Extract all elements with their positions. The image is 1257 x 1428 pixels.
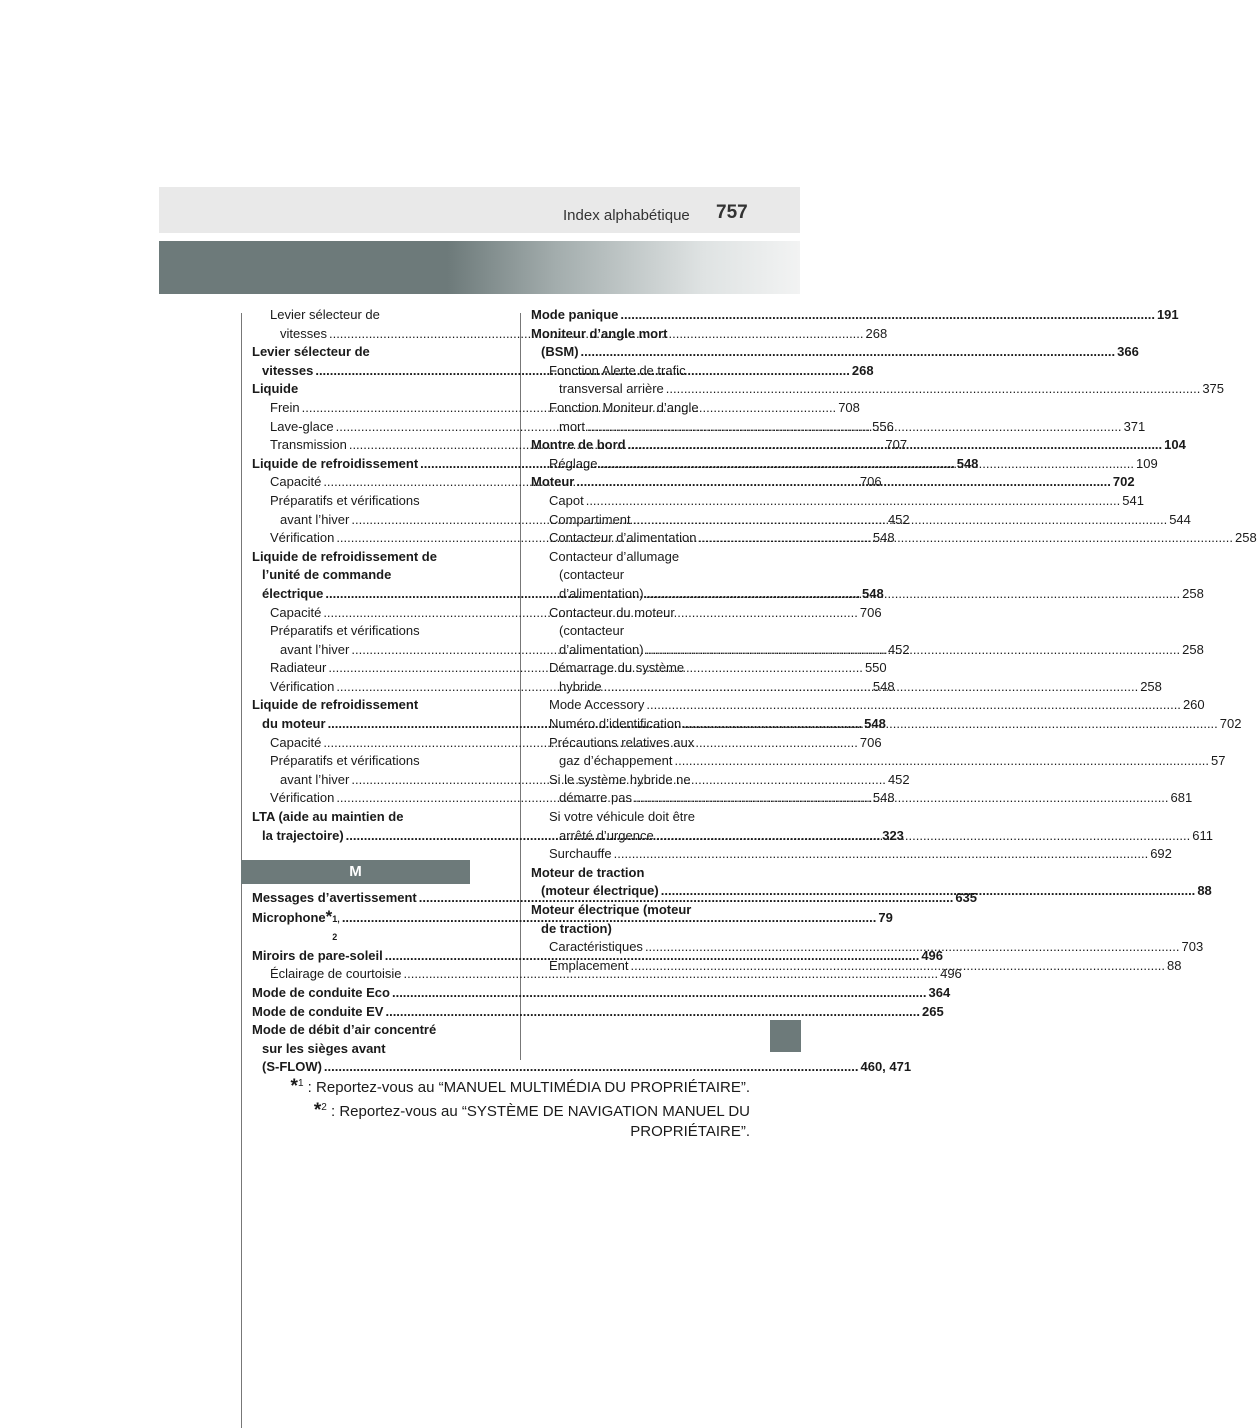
index-entry-page: 556 <box>872 418 894 434</box>
index-entry-label: Vérification <box>270 790 335 806</box>
index-entry-page: 88 <box>1167 957 1182 973</box>
index-entry <box>531 845 1172 864</box>
leader-dots <box>674 753 1209 768</box>
index-entry-label: transversal arrière <box>559 381 664 397</box>
leader-dots <box>620 306 1155 325</box>
index-entry-page: 371 <box>1123 418 1146 434</box>
index-entry-page: 706 <box>859 604 882 620</box>
index-entry-label: sur les sièges avant <box>262 1040 386 1056</box>
index-entry-label: Liquide de refroidissement <box>252 697 419 713</box>
index-entry-label: (S-FLOW) <box>262 1059 322 1075</box>
index-entry-label: Éclairage de courtoisie <box>270 966 402 982</box>
index-entry-page: 611 <box>1192 827 1213 843</box>
leader-dots <box>645 938 1180 957</box>
index-entry-label: Levier sélecteur de <box>252 344 370 360</box>
index-entry-label: LTA (aide au maintien de <box>252 809 404 825</box>
leader-dots <box>683 715 1218 734</box>
index-entry-page: 452 <box>887 771 910 787</box>
leader-dots <box>646 586 1181 601</box>
index-entry <box>252 984 951 1003</box>
index-entry-label: (contacteur <box>559 567 625 583</box>
index-entry-page: 452 <box>887 641 910 657</box>
index-entry-page: 265 <box>922 1003 944 1019</box>
index-entry-page: 323 <box>882 827 904 843</box>
leader-dots <box>581 344 1116 359</box>
index-entry-label: Montre de bord <box>531 437 626 453</box>
index-entry-page: 191 <box>1156 307 1179 322</box>
index-entry-label: Moteur de traction <box>531 864 645 880</box>
index-entry-page: 366 <box>1117 344 1139 360</box>
leader-dots <box>324 1059 859 1074</box>
leader-dots <box>646 696 1181 715</box>
leader-dots <box>392 984 927 1003</box>
index-entry-page: 706 <box>859 734 882 750</box>
header-gradient-bar <box>159 241 800 294</box>
index-entry-page: 258 <box>1140 678 1162 694</box>
index-entry-label: avant l’hiver <box>280 771 350 787</box>
index-entry-label: Contacteur d’allumage <box>549 548 680 564</box>
index-entry-label: Lave-glace <box>270 418 334 434</box>
index-entry-label: Compartiment <box>549 511 631 527</box>
index-entry-page: 258 <box>1182 641 1204 657</box>
index-entry-label: Moniteur d’angle mort <box>531 325 668 341</box>
index-entry-label: Si le système hybride ne <box>549 771 691 787</box>
index-entry-label: l’unité de commande <box>262 567 392 583</box>
leader-dots <box>646 642 1181 657</box>
index-entry-page: 702 <box>1219 716 1242 732</box>
index-entry-label: Fonction Alerte de trafic <box>549 362 686 378</box>
index-entry-page: 541 <box>1122 492 1144 508</box>
index-entry-page: 702 <box>1112 474 1135 490</box>
index-entry-label: (moteur électrique) <box>541 883 659 899</box>
index-entry-label: Capacité <box>270 604 322 620</box>
index-entry-label: Transmission <box>270 437 347 453</box>
index-entry-label: Levier sélecteur de <box>270 307 380 322</box>
index-entry-label: la trajectoire) <box>262 827 344 843</box>
index-entry-label: Liquide de refroidissement de <box>252 548 437 564</box>
index-entry-label: d’alimentation) <box>559 585 644 601</box>
index-entry-label: Liquide de refroidissement <box>252 455 419 471</box>
index-entry-page: 375 <box>1202 381 1225 397</box>
header-band <box>159 187 800 233</box>
index-entry-label: Miroirs de pare-soleil <box>252 947 383 963</box>
index-entry-page: 258 <box>1182 585 1204 601</box>
index-entry-page: 548 <box>872 530 895 546</box>
footnote-1: *$^1$ : Reportez-vous au “MANUEL MULTIMÉDIA DU PROPRIÉTAIRE”. <box>290 1076 750 1097</box>
index-entry-label: Moteur <box>531 474 575 490</box>
index-entry <box>531 492 1144 511</box>
index-entry-label: Mode de débit d’air concentré <box>252 1022 437 1038</box>
index-entry-label: vitesses <box>280 325 327 341</box>
index-entry <box>252 1021 912 1077</box>
index-entry-label: Capacité <box>270 474 322 490</box>
index-entry-label: Moteur électrique (moteur <box>531 902 692 917</box>
footnotes <box>230 1074 750 1142</box>
index-entry-label: d’alimentation) <box>559 641 644 657</box>
index-entry-label: Préparatifs et vérifications <box>270 492 420 508</box>
leader-dots <box>634 790 1169 805</box>
leader-dots <box>666 381 1201 396</box>
index-entry-label: Préparatifs et vérifications <box>270 623 420 639</box>
leader-dots <box>385 1003 920 1022</box>
section-letter-m: M <box>241 860 470 884</box>
index-entry-label: hybride <box>559 678 602 694</box>
index-entry-label: Messages d’avertissement <box>252 890 417 905</box>
index-entry-label: Fonction Moniteur d’angle <box>549 399 699 415</box>
footnote-ref: 1, 2 <box>332 913 340 943</box>
footnote-2-cont: PROPRIÉTAIRE”. <box>630 1123 750 1140</box>
index-entry-label: gaz d’échappement <box>559 753 673 769</box>
index-entry-page: 550 <box>864 660 887 676</box>
thumb-index-tab <box>770 1020 801 1052</box>
index-entry-page: 452 <box>887 511 910 527</box>
index-entry-label: Précautions relatives aux <box>549 734 695 750</box>
leader-dots <box>698 529 1233 548</box>
index-entry-page: 548 <box>861 585 884 601</box>
footnote-2: *$^2$ : Reportez-vous au “SYSTÈME DE NAVIGATION MANUEL DU <box>313 1100 750 1121</box>
index-entry-label: du moteur <box>262 716 326 732</box>
index-entry-page: 268 <box>865 325 888 341</box>
index-entry-page: 496 <box>921 947 944 963</box>
index-entry <box>531 901 750 938</box>
leader-dots <box>630 957 1165 976</box>
index-entry-label: Radiateur <box>270 660 327 676</box>
index-entry-label: Frein <box>270 399 300 415</box>
index-entry-label: arrêté d’urgence <box>559 827 654 843</box>
index-entry-page: 708 <box>838 399 860 415</box>
index-entry-label: Contacteur du moteur <box>549 604 675 620</box>
index-entry-label: Liquide <box>252 381 299 397</box>
index-entry-page: 260 <box>1182 697 1205 713</box>
index-entry-page: 548 <box>864 716 886 732</box>
index-entry-page: 79 <box>878 909 893 925</box>
index-entry-label: Capacité <box>270 734 322 750</box>
index-entry-label: Mode Accessory <box>549 697 645 713</box>
index-entry <box>531 696 1205 715</box>
index-entry-label: Emplacement <box>549 957 629 973</box>
leader-dots <box>587 419 1122 434</box>
index-entry-page: 496 <box>940 966 962 982</box>
index-entry-label: avant l’hiver <box>280 511 350 527</box>
index-entry-page: 548 <box>956 455 979 471</box>
index-entry-page: 681 <box>1170 790 1193 806</box>
index-entry-page: 703 <box>1181 939 1204 955</box>
index-entry-label: Caractéristiques <box>549 939 643 955</box>
index-entry-label: électrique <box>262 585 324 601</box>
leader-dots <box>586 492 1121 511</box>
index-entry-page: 460, 471 <box>860 1059 912 1075</box>
leader-dots <box>614 845 1149 864</box>
index-entry-page: 104 <box>1164 437 1186 453</box>
index-entry-page: 109 <box>1136 455 1158 471</box>
index-entry-label: de traction) <box>541 920 612 936</box>
index-entry-label: Mode de conduite EV <box>252 1003 384 1019</box>
index-entry-label: démarre pas <box>559 790 632 806</box>
page-title: Index alphabétique <box>563 207 690 224</box>
index-entry-label: avant l’hiver <box>280 641 350 657</box>
index-entry-page: 544 <box>1169 511 1191 527</box>
index-entry-label: Mode de conduite Eco <box>252 984 390 1000</box>
index-entry-label: Si votre véhicule doit être <box>549 809 695 825</box>
leader-dots <box>599 455 1134 474</box>
index-entry-label: Microphone <box>252 909 326 925</box>
leader-dots <box>661 883 1196 898</box>
leader-dots <box>656 828 1191 843</box>
index-entry-label: Mode panique <box>531 307 619 322</box>
index-entry-label: Préparatifs et vérifications <box>270 753 420 769</box>
footnote-marker: * <box>325 906 333 926</box>
index-entry <box>252 380 472 399</box>
index-entry-label: (contacteur <box>559 623 625 639</box>
index-entry-page: 548 <box>872 790 895 806</box>
index-entry-label: (BSM) <box>541 344 579 360</box>
index-entry-page: 635 <box>955 890 978 905</box>
index-entry-page: 268 <box>851 362 874 378</box>
index-entry-label: mort <box>559 418 585 434</box>
index-entry-page: 88 <box>1197 883 1212 899</box>
leader-dots <box>628 436 1163 455</box>
index-entry <box>252 1003 944 1022</box>
index-entry-label: Réglage <box>549 455 598 471</box>
index-entry-page: 692 <box>1150 846 1172 862</box>
leader-dots <box>604 679 1139 694</box>
index-entry-label: vitesses <box>262 362 314 378</box>
leader-dots <box>633 511 1168 530</box>
leader-dots <box>576 473 1111 492</box>
index-entry-label: Numéro d’identification <box>549 716 682 732</box>
index-entry-page: 364 <box>928 984 951 1000</box>
index-entry-label: Contacteur d’alimentation <box>549 530 697 546</box>
index-entry-page: 548 <box>872 678 895 694</box>
index-entry-page: 57 <box>1211 753 1226 769</box>
index-entry-label: Vérification <box>270 530 335 546</box>
index-entry-label: Vérification <box>270 678 335 694</box>
index-entry-label: Démarrage du système <box>549 660 685 676</box>
page-number: 757 <box>716 202 748 223</box>
index-entry <box>531 306 1179 325</box>
index-entry-page: 258 <box>1234 530 1257 546</box>
index-entry-label: Surchauffe <box>549 846 612 862</box>
index-entry-label: Capot <box>549 492 584 508</box>
index-entry-page: 706 <box>859 474 882 490</box>
index-entry-page: 707 <box>885 437 908 453</box>
